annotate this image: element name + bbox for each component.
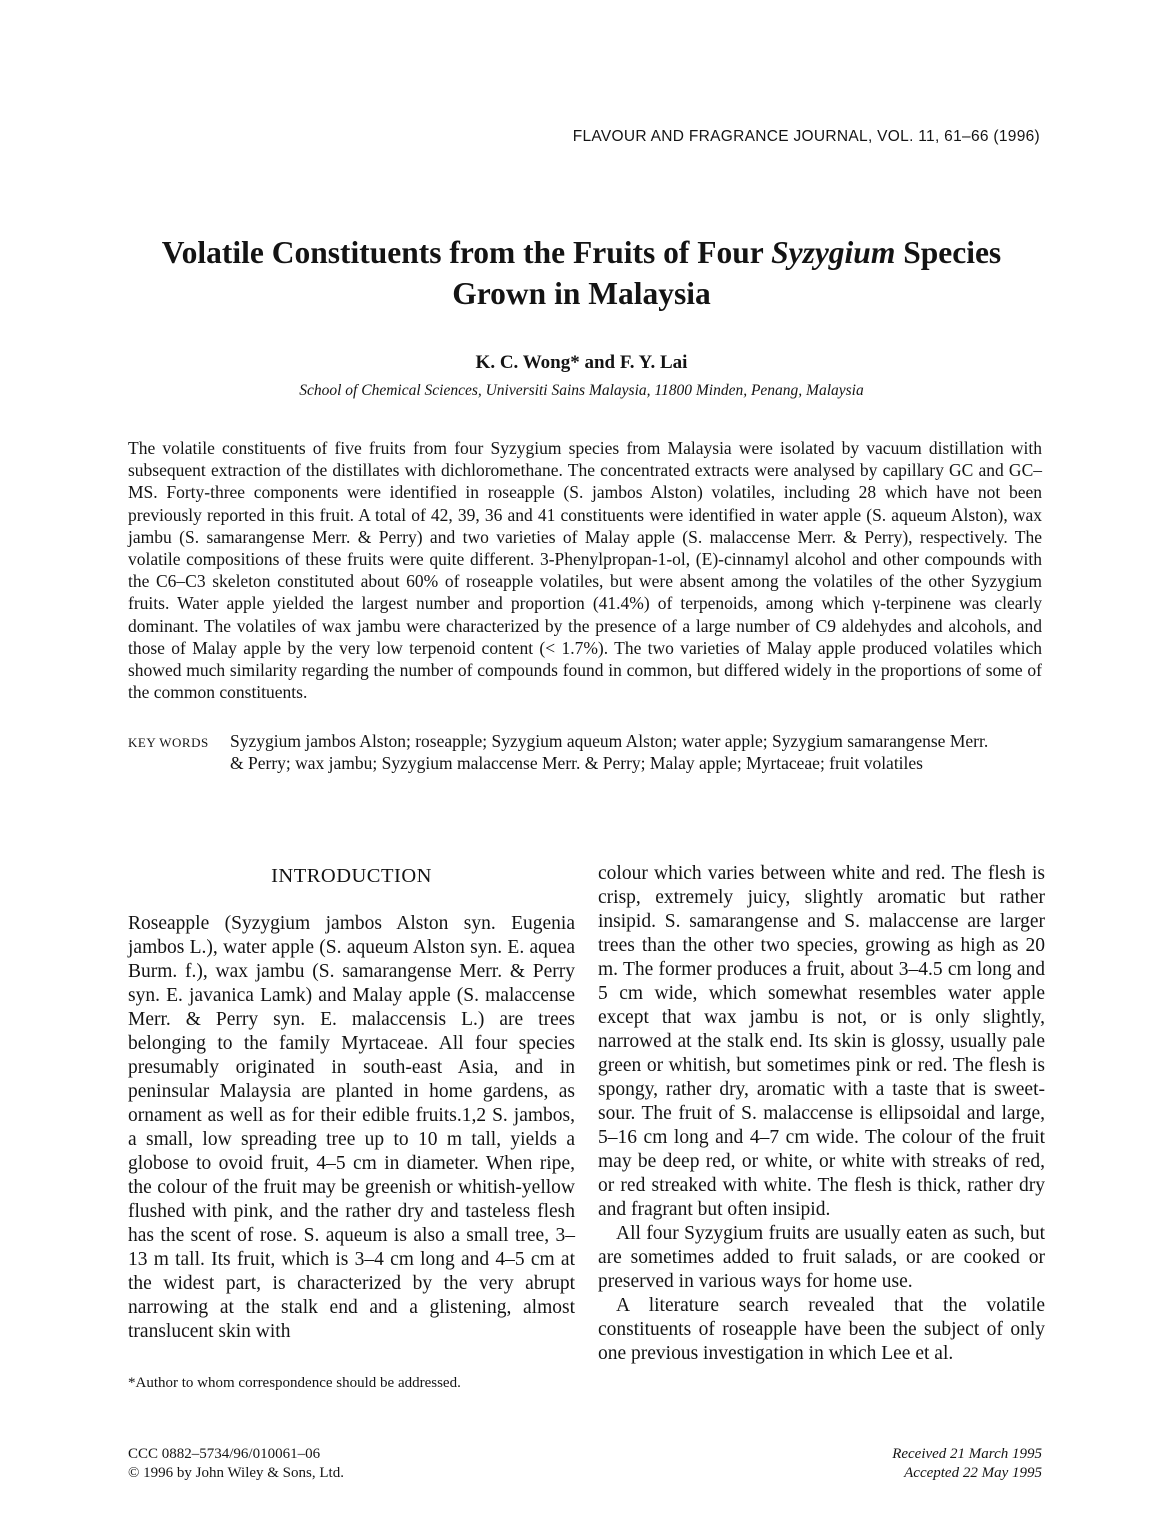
keywords-text: Syzygium jambos Alston; roseapple; Syzygium aqueum Alston; water apple; Syzygium samarangense Merr. & Perry; wax jambu; Syzygium malaccense Merr. & Perry; Malay apple; Myrtaceae; fruit volatiles	[230, 731, 989, 774]
intro-paragraph-1: Roseapple (Syzygium jambos Alston syn. Eugenia jambos L.), water apple (S. aqueum Alston syn. E. aquea Burm. f.), wax jambu (S. samarangense Merr. & Perry syn. E. javanica Lamk) and Malay apple (S. malaccense Merr. & Perry syn. E. malaccensis L.) are trees belonging to the family Myrtaceae. All four species presumably originated in south-east Asia, and in peninsular Malaysia are planted in home gardens, as ornament as well as for their edible fruits.1,2 S. jambos, a small, low spreading tree up to 10 m tall, yields a globose to ovoid fruit, 4–5 cm in diameter. When ripe, the colour of the fruit may be greenish or whitish-yellow flushed with pink, and the rather dry and tasteless flesh has the scent of rose. S. aqueum is also a small tree, 3–13 m tall. Its fruit, which is 3–4 cm long and 4–5 cm at the widest part, is characterized by the very abrupt narrowing at the stalk end and a glistening, almost translucent skin with	[128, 913, 575, 1342]
right-column	[598, 862, 1045, 1366]
left-column	[128, 858, 575, 1344]
affiliation: School of Chemical Sciences, Universiti Sains Malaysia, 11800 Minden, Penang, Malaysia	[299, 382, 864, 399]
keywords	[128, 730, 1042, 774]
publisher-copyright: © 1996 by John Wiley & Sons, Ltd.	[128, 1465, 344, 1481]
abstract	[128, 437, 1042, 703]
accepted-date: Accepted 22 May 1995	[904, 1465, 1042, 1481]
footnote: *Author to whom correspondence should be addressed.	[128, 1375, 461, 1391]
title-line-2: Grown in Malaysia	[452, 276, 711, 311]
title-prefix: Volatile Constituents from the Fruits of Four	[161, 235, 772, 270]
dates-block	[720, 1445, 1042, 1483]
intro-paragraph-1-cont: colour which varies between white and red. The flesh is crisp, extremely juicy, slightly aromatic but rather insipid. S. samarangense and S. malaccense are larger trees than the other two species, growing as high as 20 m. The former produces a fruit, about 3–4.5 cm long and 5 cm wide, which somewhat resembles water apple except that wax jambu is not, or is only slightly, narrowed at the stalk end. Its skin is glossy, usually pale green or whitish, but sometimes pink or red. The flesh is spongy, rather dry, aromatic with a taste that is sweet-sour. The fruit of S. malaccense is ellipsoidal and large, 5–16 cm long and 4–7 cm wide. The colour of the fruit may be deep red, or white, or white with streaks of red, or red streaked with white. The flesh is thick, rather dry and fragrant but often insipid.	[598, 863, 1045, 1220]
journal-header: FLAVOUR AND FRAGRANCE JOURNAL, VOL. 11, 61–66 (1996)	[572, 128, 1040, 145]
intro-paragraph-2: All four Syzygium fruits are usually eaten as such, but are sometimes added to fruit salads, or are cooked or preserved in various ways for home use.	[598, 1223, 1045, 1292]
authors: K. C. Wong* and F. Y. Lai	[475, 352, 688, 373]
article-title	[60, 232, 1103, 314]
title-genus: Syzygium	[771, 235, 896, 270]
ccc-code: CCC 0882–5734/96/010061–06	[128, 1446, 321, 1462]
section-heading-introduction: INTRODUCTION	[271, 865, 432, 887]
title-line-1	[60, 232, 1103, 273]
keywords-label: KEY WORDS	[128, 735, 209, 750]
intro-paragraph-3: A literature search revealed that the volatile constituents of roseapple have been the subject of only one previous investigation in which Lee et al.	[598, 1295, 1045, 1364]
copyright-block	[128, 1445, 588, 1483]
title-suffix: Species	[895, 235, 1002, 270]
abstract-text: The volatile constituents of five fruits from four Syzygium species from Malaysia were isolated by vacuum distillation with subsequent extraction of the distillates with dichloromethane. The concentrated extracts were analysed by capillary GC and GC–MS. Forty-three components were identified in roseapple (S. jambos Alston) volatiles, including 28 which have not been previously reported in this fruit. A total of 42, 39, 36 and 41 constituents were identified in water apple (S. aqueum Alston), wax jambu (S. samarangense Merr. & Perry) and two varieties of Malay apple (S. malaccense Merr. & Perry), respectively. The volatile compositions of these fruits were quite different. 3-Phenylpropan-1-ol, (E)-cinnamyl alcohol and other compounds with the C6–C3 skeleton constituted about 60% of roseapple volatiles, but were absent among the volatiles of the other Syzygium fruits. Water apple yielded the largest number and proportion (41.4%) of terpenoids, among which γ-terpinene was clearly dominant. The volatiles of wax jambu were characterized by the presence of a large number of C9 aldehydes and alcohols, and those of Malay apple by the very low terpenoid content (< 1.7%). The two varieties of Malay apple produced volatiles which showed much similarity regarding the number of compounds found in common, but differed widely in the proportions of some of the common constituents.	[128, 438, 1042, 703]
received-date: Received 21 March 1995	[892, 1446, 1042, 1462]
